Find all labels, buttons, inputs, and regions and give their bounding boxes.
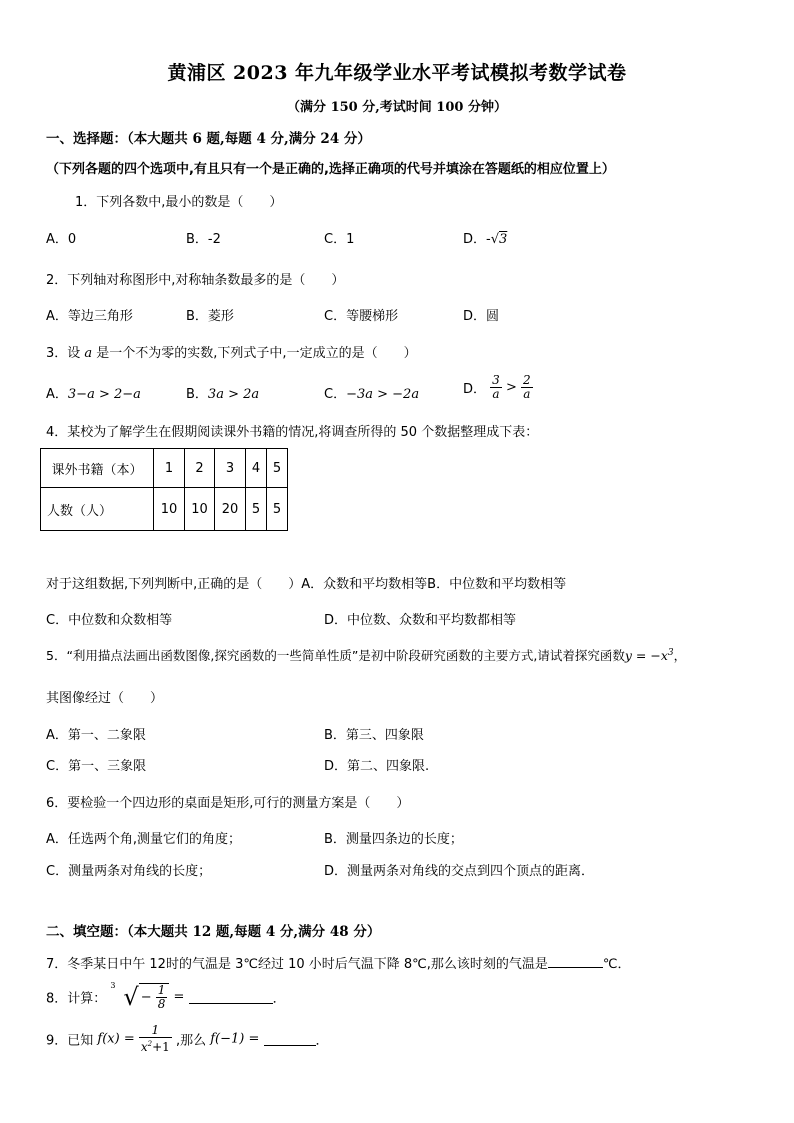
q9-stem: 9．已知 f(x) = $\frac{1}{x^2+1}$ ,那么 f(−1) = ．	[46, 1023, 329, 1054]
fraction-3-over-a: $\frac{3}{a}$	[492, 373, 500, 401]
q7-stem: 7．冬季某日中午 12时的气温是 3℃经过 10 小时后气温下降 8℃,那么该时刻的气温是 ℃．	[46, 957, 631, 972]
table-cell: 5	[267, 488, 288, 531]
q3-stem: 3．设 a 是一个不为零的实数,下列式子中,一定成立的是（ ）	[46, 346, 417, 361]
q6-stem: 6．要检验一个四边形的桌面是矩形,可行的测量方案是（ ）	[46, 796, 410, 811]
section1-instruction: （下列各题的四个选项中,有且只有一个是正确的,选择正确项的代号并填涂在答题纸的相应位置上）	[46, 162, 615, 177]
cube-root-expression: 3 √ − $\frac{1}{8}$	[110, 983, 169, 1011]
q6-option-c: C．测量两条对角线的长度；	[46, 864, 212, 879]
radical-sign: √	[123, 983, 139, 1011]
q5-stem-line2: 其图像经过（ ）	[46, 691, 164, 706]
answer-blank[interactable]	[548, 955, 603, 968]
q1-option-c: C．1	[324, 232, 355, 247]
q4-stem: 4．某校为了解学生在假期阅读课外书籍的情况,将调查所得的 50 个数据整理成下表：	[46, 425, 539, 440]
page-title: 黄浦区 2023 年九年级学业水平考试模拟考数学试卷	[167, 62, 627, 84]
table-cell: 10	[154, 488, 185, 531]
table-row	[41, 449, 288, 488]
table-cell: 课外书籍（本）	[41, 449, 154, 488]
answer-blank[interactable]	[264, 1033, 316, 1046]
q2-option-a: A．等边三角形	[46, 309, 133, 324]
fraction-1-over-8: $\frac{1}{8}$	[157, 983, 166, 1011]
q5-option-b: B．第三、四象限	[324, 728, 424, 743]
fraction-1-over-x2-plus-1: $\frac{1}{x^2+1}$	[140, 1023, 170, 1054]
answer-blank[interactable]	[189, 991, 273, 1004]
table-cell: 4	[246, 449, 267, 488]
q4-question-line: 对于这组数据,下列判断中,正确的是（ ）A．众数和平均数相等B．中位数和平均数相等	[46, 577, 567, 592]
page-subtitle: （满分 150 分,考试时间 100 分钟）	[287, 100, 507, 115]
section2-heading: 二、填空题：（本大题共 12 题,每题 4 分,满分 48 分）	[46, 924, 381, 940]
q3-option-b: B．3a > 2a	[186, 387, 260, 402]
q3-option-a: A．3−a > 2−a	[46, 387, 141, 402]
table-cell: 2	[185, 449, 215, 488]
section1-heading: 一、选择题：（本大题共 6 题,每题 4 分,满分 24 分）	[46, 131, 371, 147]
q1-option-b: B．-2	[186, 232, 221, 247]
q1-stem: 1．下列各数中,最小的数是（ ）	[75, 195, 283, 210]
table-cell: 5	[267, 449, 288, 488]
table-cell: 20	[215, 488, 246, 531]
q6-option-b: B．测量四条边的长度；	[324, 832, 463, 847]
q4-option-c: C．中位数和众数相等	[46, 613, 173, 628]
q4-option-d: D．中位数、众数和平均数都相等	[324, 613, 517, 628]
q6-option-a: A．任选两个角,测量它们的角度；	[46, 832, 242, 847]
q3-option-c: C．−3a > −2a	[324, 387, 420, 402]
q6-option-d: D．测量两条对角线的交点到四个顶点的距离．	[324, 864, 595, 879]
q2-option-d: D．圆	[463, 309, 500, 324]
q1-option-a: A．0	[46, 232, 77, 247]
table-cell: 1	[154, 449, 185, 488]
table-cell: 人数（人）	[41, 488, 154, 531]
q5-option-a: A．第一、二象限	[46, 728, 146, 743]
fraction-2-over-a: $\frac{2}{a}$	[522, 373, 531, 401]
q5-option-d: D．第二、四象限.	[324, 759, 430, 774]
q2-stem: 2．下列轴对称图形中,对称轴条数最多的是（ ）	[46, 273, 345, 288]
table-cell: 3	[215, 449, 246, 488]
q5-stem: 5．“利用描点法画出函数图像,探究函数的一些简单性质”是初中阶段研究函数的主要方式,请试着探究函数$y = -x^3$，	[46, 647, 687, 663]
table-row	[41, 488, 288, 531]
q1-option-d: D．-√3	[463, 232, 508, 247]
q4-data-table	[40, 448, 288, 531]
sqrt-symbol: √	[490, 232, 499, 247]
q2-option-c: C．等腰梯形	[324, 309, 399, 324]
table-cell: 5	[246, 488, 267, 531]
q2-option-b: B．菱形	[186, 309, 234, 324]
q5-option-c: C．第一、三象限	[46, 759, 147, 774]
q8-stem: 8．计算： 3 √ − $\frac{1}{8}$ = ．	[46, 981, 286, 1011]
q3-option-d: D． $\frac{3}{a}$ > $\frac{2}{a}$	[463, 373, 531, 401]
table-cell: 10	[185, 488, 215, 531]
